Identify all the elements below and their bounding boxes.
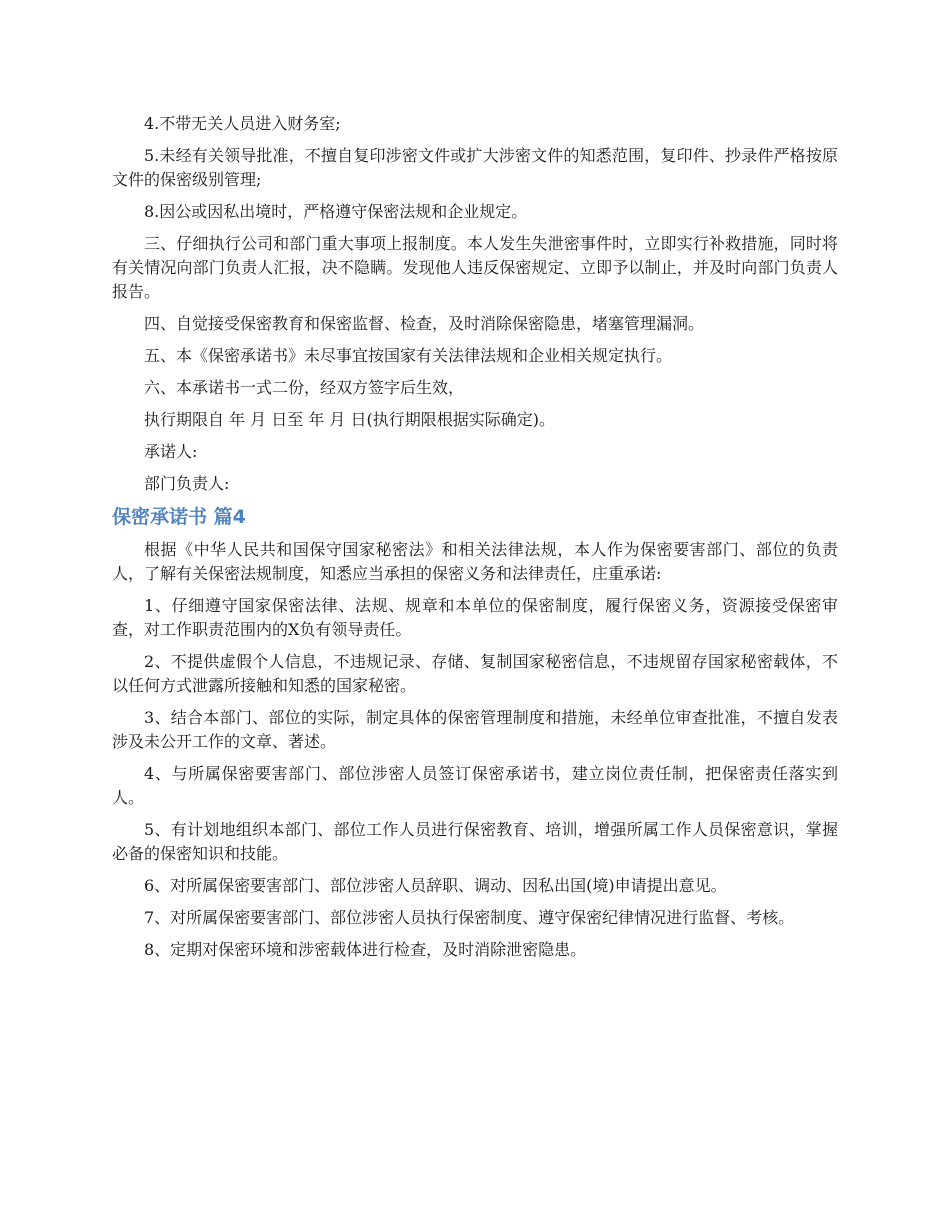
paragraph: 三、仔细执行公司和部门重大事项上报制度。本人发生失泄密事件时，立即实行补救措施，同时将有关情况向部门负责人汇报，决不隐瞒。发现他人违反保密规定、立即予以制止，并及时向部门负责人报告。 [112, 234, 838, 301]
section-heading: 保密承诺书 篇4 [112, 506, 246, 528]
paragraph: 6、对所属保密要害部门、部位涉密人员辞职、调动、因私出国(境)申请提出意见。 [144, 876, 727, 895]
paragraph: 五、本《保密承诺书》未尽事宜按国家有关法律法规和企业相关规定执行。 [144, 346, 673, 365]
paragraph: 4、与所属保密要害部门、部位涉密人员签订保密承诺书，建立岗位责任制，把保密责任落实到人。 [112, 764, 838, 807]
paragraph: 5.未经有关领导批准，不擅自复印涉密文件或扩大涉密文件的知悉范围，复印件、抄录件严格按原文件的保密级别管理; [112, 146, 838, 189]
paragraph: 六、本承诺书一式二份，经双方签字后生效， [144, 378, 465, 397]
paragraph: 2、不提供虚假个人信息，不违规记录、存储、复制国家秘密信息，不违规留存国家秘密载体，不以任何方式泄露所接触和知悉的国家秘密。 [112, 652, 838, 695]
paragraph: 8.因公或因私出境时，严格遵守保密法规和企业规定。 [144, 202, 528, 221]
signature-line-promisor: 承诺人: [144, 442, 198, 461]
document-page [112, 112, 838, 970]
paragraph: 5、有计划地组织本部门、部位工作人员进行保密教育、培训，增强所属工作人员保密意识，掌握必备的保密知识和技能。 [112, 820, 838, 863]
paragraph: 3、结合本部门、部位的实际，制定具体的保密管理制度和措施，未经单位审查批准，不擅自发表涉及未公开工作的文章、著述。 [112, 708, 838, 751]
paragraph: 8、定期对保密环境和涉密载体进行检查，及时消除泄密隐患。 [144, 940, 587, 959]
paragraph: 4.不带无关人员进入财务室; [144, 114, 341, 133]
paragraph: 1、仔细遵守国家保密法律、法规、规章和本单位的保密制度，履行保密义务，资源接受保密审查，对工作职责范围内的X负有领导责任。 [112, 596, 838, 639]
paragraph: 四、自觉接受保密教育和保密监督、检查，及时消除保密隐患，堵塞管理漏洞。 [144, 314, 705, 333]
paragraph: 执行期限自 年 月 日至 年 月 日(执行期限根据实际确定)。 [144, 410, 556, 429]
paragraph: 根据《中华人民共和国保守国家秘密法》和相关法律法规，本人作为保密要害部门、部位的负责人，了解有关保密法规制度，知悉应当承担的保密义务和法律责任，庄重承诺: [112, 540, 838, 583]
paragraph: 7、对所属保密要害部门、部位涉密人员执行保密制度、遵守保密纪律情况进行监督、考核。 [144, 908, 795, 927]
signature-line-department-head: 部门负责人: [144, 474, 230, 493]
